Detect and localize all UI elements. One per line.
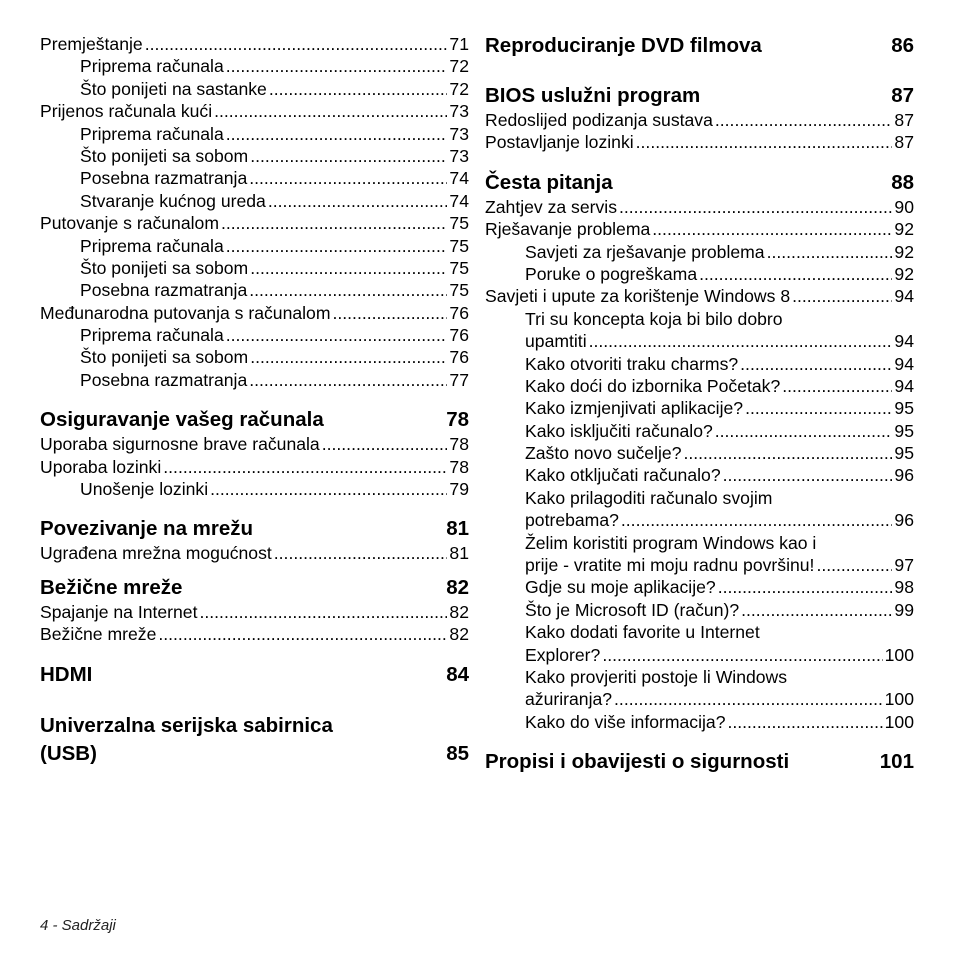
toc-entry-title: Savjeti i upute za korištenje Windows 8 [485, 286, 791, 307]
toc-heading-title: BIOS uslužni program [485, 84, 701, 107]
toc-entry-title: Priprema računala [80, 56, 224, 77]
toc-section-heading[interactable] [40, 662, 469, 688]
toc-entry-title: Postavljanje lozinki [485, 132, 634, 153]
toc-entry[interactable] [485, 218, 914, 240]
toc-entry[interactable] [40, 324, 469, 346]
toc-page-number: 72 [449, 78, 469, 99]
toc-page-number: 96 [894, 510, 914, 531]
toc-heading-title: Česta pitanja [485, 170, 613, 194]
dot-leader [226, 235, 448, 257]
toc-entry[interactable] [40, 55, 469, 77]
toc-page-number: 73 [449, 101, 469, 122]
toc-entry-title: Kako izmjenjivati aplikacije? [525, 398, 744, 419]
toc-entry-wrapped-line: Tri su koncepta koja bi bilo dobro [525, 308, 783, 329]
toc-entry-title: Uporaba sigurnosne brave računala [40, 434, 320, 455]
toc-entry-title: Poruke o pogreškama [525, 263, 698, 284]
toc-page-number: 73 [449, 123, 469, 144]
dot-leader [214, 100, 447, 122]
toc-left-column [40, 33, 469, 768]
toc-page-number: 87 [894, 132, 914, 153]
toc-entry-wrapped-line: Kako prilagoditi računalo svojim [525, 487, 773, 508]
toc-entry[interactable] [485, 644, 914, 666]
dot-leader [221, 212, 447, 234]
toc-entry[interactable] [485, 196, 914, 218]
dot-leader [745, 397, 892, 419]
toc-entry-title: Što ponijeti sa sobom [80, 347, 249, 368]
dot-leader [652, 218, 892, 240]
toc-entry[interactable] [485, 599, 914, 621]
toc-heading-title: Povezivanje na mrežu [40, 517, 254, 541]
toc-page-number: 94 [894, 286, 914, 307]
toc-page-number: 78 [449, 456, 469, 477]
dot-leader [249, 369, 447, 391]
toc-entry-title: Što ponijeti na sastanke [80, 78, 267, 99]
toc-entry[interactable] [40, 212, 469, 234]
dot-leader [226, 123, 448, 145]
dot-leader [718, 576, 893, 598]
toc-entry[interactable] [485, 353, 914, 375]
toc-section-heading[interactable] [40, 516, 469, 542]
toc-entry-title: Redoslijed podizanja sustava [485, 110, 713, 130]
toc-page-number: 98 [894, 577, 914, 598]
toc-entry[interactable] [40, 478, 469, 500]
toc-entry-title: Što ponijeti sa sobom [80, 257, 249, 278]
dot-leader [782, 375, 892, 397]
dot-leader [816, 554, 892, 576]
toc-section-heading[interactable] [485, 170, 914, 196]
dot-leader [621, 509, 893, 531]
toc-entry-title: Savjeti za rješavanje problema [525, 241, 765, 262]
toc-page-number: 76 [449, 325, 469, 346]
toc-section-heading[interactable] [40, 407, 469, 433]
toc-entry[interactable] [40, 542, 469, 564]
toc-entry-title: Posebna razmatranja [80, 168, 248, 189]
toc-page-number: 79 [449, 479, 469, 500]
toc-page-number: 78 [446, 408, 469, 432]
toc-entry[interactable] [485, 464, 914, 486]
dot-leader [727, 711, 882, 733]
toc-entry-wrapped-line: Kako provjeriti postoje li Windows [525, 667, 788, 688]
toc-entry-title: Što je Microsoft ID (račun)? [525, 599, 740, 620]
toc-entry[interactable] [40, 302, 469, 324]
dot-leader [792, 285, 892, 307]
toc-page-number: 82 [449, 624, 469, 645]
toc-page-number: 101 [879, 750, 914, 774]
toc-entry[interactable] [40, 257, 469, 279]
toc-entry[interactable] [40, 601, 469, 623]
toc-entry-title: Međunarodna putovanja s računalom [40, 302, 331, 323]
toc-entry[interactable] [485, 509, 914, 531]
toc-section-heading[interactable] [485, 83, 914, 109]
toc-entry-title: Kako otvoriti traku charms? [525, 353, 739, 374]
toc-page-number: 75 [449, 213, 469, 234]
page-footer: 4 - Sadržaji [40, 917, 116, 934]
dot-leader [249, 279, 447, 301]
dot-leader [250, 257, 447, 279]
dot-leader [268, 190, 448, 212]
toc-page-number: 75 [449, 257, 469, 278]
toc-entry-title: Uporaba lozinki [40, 456, 162, 477]
dot-leader [158, 623, 447, 645]
toc-page-number: 92 [894, 241, 914, 262]
toc-entry[interactable] [40, 190, 469, 212]
toc-entry-title: Unošenje lozinki [80, 479, 209, 500]
dot-leader [741, 599, 892, 621]
toc-entry[interactable] [40, 123, 469, 145]
toc-section-heading[interactable] [40, 575, 469, 601]
dot-leader [226, 324, 448, 346]
toc-entry-wrapped-line: Kako dodati favorite u Internet [525, 622, 760, 643]
toc-section-heading[interactable] [485, 749, 914, 775]
dot-leader [333, 302, 448, 324]
toc-page-number: 100 [884, 711, 914, 732]
toc-page-number: 94 [894, 353, 914, 374]
toc-entry-title: Kako otključati računalo? [525, 465, 721, 486]
toc-entry-title: Priprema računala [80, 325, 224, 346]
toc-page-number: 78 [449, 434, 469, 455]
toc-page-number: 92 [894, 219, 914, 240]
toc-entry[interactable] [40, 78, 469, 100]
toc-entry-title: Kako doći do izbornika Početak? [525, 375, 781, 396]
toc-entry[interactable] [40, 279, 469, 301]
dot-leader [322, 433, 448, 455]
toc-entry-title: Posebna razmatranja [80, 369, 248, 390]
toc-page-number: 81 [446, 517, 469, 541]
dot-leader [163, 456, 447, 478]
toc-page-number: 81 [449, 543, 469, 564]
toc-entry[interactable] [485, 109, 914, 131]
toc-entry-title: Zahtjev za servis [485, 196, 617, 217]
toc-entry-title: Ugrađena mrežna mogućnost [40, 543, 272, 564]
toc-page-number: 95 [894, 398, 914, 419]
toc-entry[interactable] [485, 442, 914, 464]
toc-entry[interactable] [485, 263, 914, 285]
toc-page-number: 100 [884, 689, 914, 710]
dot-leader [274, 542, 448, 564]
toc-entry[interactable] [485, 375, 914, 397]
dot-leader [226, 55, 448, 77]
toc-entry[interactable] [40, 33, 469, 55]
toc-entry-title: potrebama? [525, 510, 619, 531]
dot-leader [715, 109, 893, 131]
toc-page-number: 77 [449, 369, 469, 390]
toc-page-number: 95 [894, 420, 914, 441]
dot-leader [250, 346, 447, 368]
toc-page-number: 72 [449, 56, 469, 77]
dot-leader [269, 78, 448, 100]
toc-entry-title: Rješavanje problema [485, 219, 651, 240]
toc-entry[interactable] [40, 456, 469, 478]
toc-page-number: 86 [891, 34, 914, 57]
toc-entry[interactable] [40, 433, 469, 455]
toc-page-number: 88 [891, 170, 914, 194]
toc-page-number: 94 [894, 331, 914, 352]
toc-page-number: 71 [449, 34, 469, 54]
toc-entry[interactable] [485, 241, 914, 263]
toc-section-heading[interactable] [485, 33, 914, 59]
dot-leader [200, 601, 448, 623]
toc-page-number: 75 [449, 280, 469, 301]
dot-leader [614, 688, 883, 710]
toc-entry[interactable] [485, 397, 914, 419]
toc-entry[interactable] [40, 346, 469, 368]
toc-page-number: 97 [894, 555, 914, 576]
toc-page-number: 85 [446, 741, 469, 765]
toc-entry[interactable] [485, 330, 914, 352]
toc-entry-title: Priprema računala [80, 235, 224, 256]
toc-page-number: 73 [449, 145, 469, 166]
toc-heading-title: Bežične mreže [40, 575, 183, 599]
toc-section-heading[interactable] [40, 712, 469, 768]
dot-leader [250, 145, 447, 167]
dot-leader [767, 241, 893, 263]
dot-leader [699, 263, 892, 285]
toc-entry-title: Premještanje [40, 34, 143, 54]
toc-heading-title: HDMI [40, 662, 93, 686]
toc-page-number: 92 [894, 263, 914, 284]
toc-page-number: 94 [894, 375, 914, 396]
toc-entry[interactable] [485, 688, 914, 710]
dot-leader [723, 464, 893, 486]
dot-leader [249, 167, 447, 189]
toc-page-number: 87 [894, 110, 914, 130]
toc-entry-title: Gdje su moje aplikacije? [525, 577, 716, 598]
toc-entry-title: Stvaranje kućnog ureda [80, 190, 266, 211]
toc-entry[interactable] [485, 576, 914, 598]
toc-entry-title: Kako isključiti računalo? [525, 420, 713, 441]
toc-entry-title: upamtiti [525, 331, 587, 352]
toc-entry-title: Kako do više informacija? [525, 711, 726, 732]
toc-entry[interactable] [40, 623, 469, 645]
toc-page-number: 76 [449, 302, 469, 323]
toc-entry[interactable] [485, 554, 914, 576]
toc-entry-title: Bežične mreže [40, 624, 157, 645]
toc-page-number: 76 [449, 347, 469, 368]
toc-entry[interactable] [485, 420, 914, 442]
toc-page-number: 74 [449, 190, 469, 211]
toc-page-number: 96 [894, 465, 914, 486]
dot-leader [589, 330, 893, 352]
toc-entry-title: Zašto novo sučelje? [525, 443, 682, 464]
toc-entry-wrapped-line: Želim koristiti program Windows kao i [525, 532, 817, 553]
toc-entry[interactable] [40, 235, 469, 257]
toc-page-number: 82 [446, 575, 469, 599]
toc-heading-title: Propisi i obavijesti o sigurnosti [485, 750, 790, 774]
toc-page-number: 99 [894, 599, 914, 620]
toc-entry-title: Spajanje na Internet [40, 601, 198, 622]
toc-page-number: 95 [894, 443, 914, 464]
toc-page-number: 100 [884, 644, 914, 665]
toc-right-column [485, 33, 914, 775]
toc-page-number: 84 [446, 662, 469, 686]
toc-entry[interactable] [485, 711, 914, 733]
toc-page-number: 82 [449, 601, 469, 622]
dot-leader [619, 196, 892, 218]
toc-entry[interactable] [40, 145, 469, 167]
dot-leader [602, 644, 882, 666]
toc-entry-title: Prijenos računala kući [40, 101, 213, 122]
dot-leader [683, 442, 892, 464]
toc-heading-title: Osiguravanje vašeg računala [40, 408, 324, 432]
toc-entry-title: Posebna razmatranja [80, 280, 248, 301]
dot-leader [715, 420, 893, 442]
toc-heading-title: Univerzalna serijska sabirnica [40, 713, 333, 737]
toc-entry[interactable] [485, 285, 914, 307]
toc-entry-title: Putovanje s računalom [40, 213, 219, 234]
toc-entry[interactable] [40, 369, 469, 391]
toc-heading-title-continued: (USB) [40, 741, 97, 765]
toc-page-number: 74 [449, 168, 469, 189]
toc-page-number: 75 [449, 235, 469, 256]
toc-page-number: 90 [894, 196, 914, 217]
dot-leader [210, 478, 447, 500]
dot-leader [740, 353, 892, 375]
toc-page-number: 87 [891, 84, 914, 107]
dot-leader [145, 33, 448, 55]
toc-entry[interactable] [485, 131, 914, 153]
toc-entry[interactable] [40, 167, 469, 189]
toc-entry-title: prije - vratite mi moju radnu površinu! [525, 555, 815, 576]
dot-leader [636, 131, 893, 153]
toc-entry[interactable] [40, 100, 469, 122]
toc-heading-title: Reproduciranje DVD filmova [485, 34, 762, 57]
toc-entry-title: Priprema računala [80, 123, 224, 144]
toc-entry-title: Explorer? [525, 644, 601, 665]
toc-entry-title: ažuriranja? [525, 689, 613, 710]
toc-entry-title: Što ponijeti sa sobom [80, 145, 249, 166]
